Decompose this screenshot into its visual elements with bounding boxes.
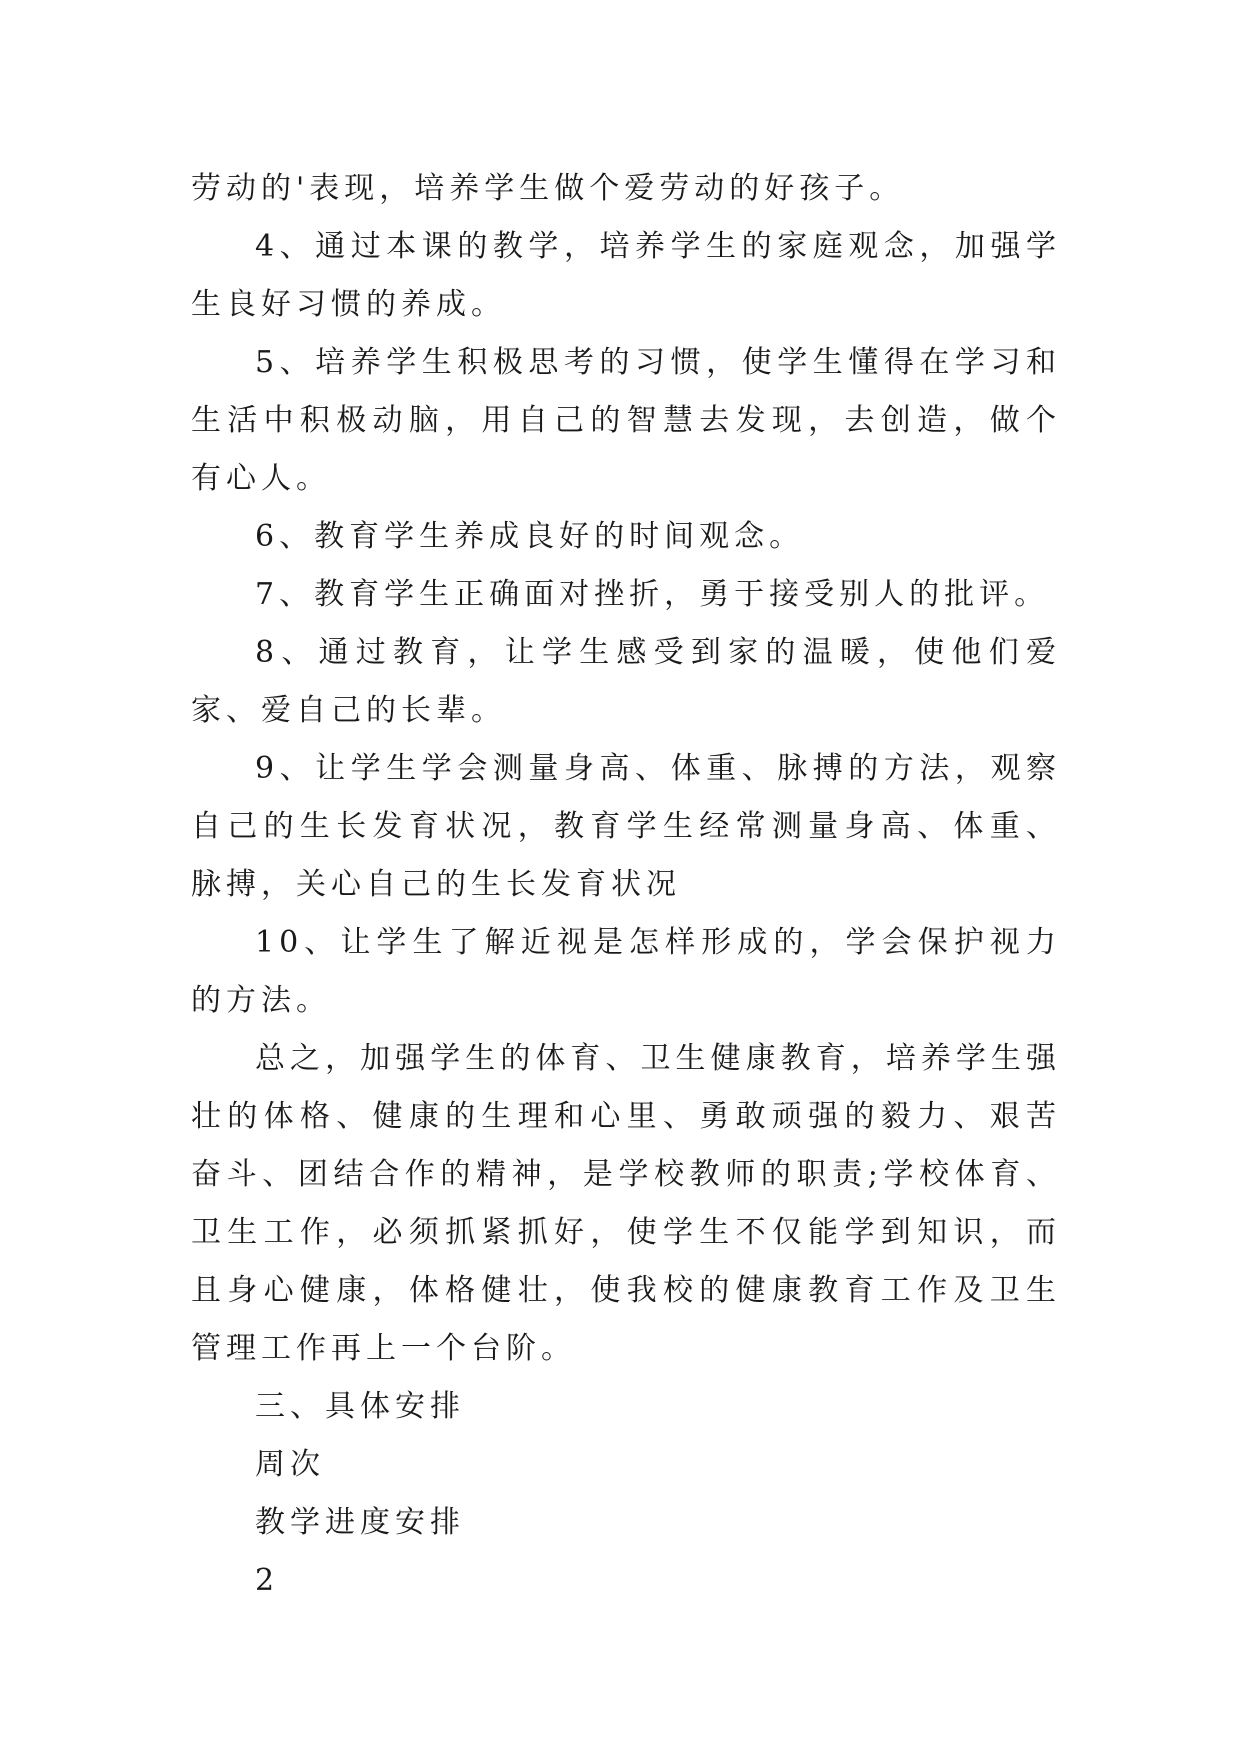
paragraph-labor-continuation: 劳动的'表现，培养学生做个爱劳动的好孩子。 <box>191 171 905 206</box>
table-header-week: 周次 <box>255 1447 325 1482</box>
paragraph-item-6: 6、教育学生养成良好的时间观念。 <box>255 519 805 554</box>
table-cell-week-number: 2 <box>255 1563 280 1598</box>
paragraph-item-9: 9、让学生学会测量身高、体重、脉搏的方法，观察自己的生长发育状况，教育学生经常测量身高、体重、脉搏，关心自己的生长发育状况 <box>191 751 1061 902</box>
paragraph-item-5: 5、培养学生积极思考的习惯，使学生懂得在学习和生活中积极动脑，用自己的智慧去发现，去创造，做个有心人。 <box>191 345 1061 496</box>
document-body <box>191 160 1061 1610</box>
paragraph-summary: 总之，加强学生的体育、卫生健康教育，培养学生强壮的体格、健康的生理和心里、勇敢顽强的毅力、艰苦奋斗、团结合作的精神，是学校教师的职责;学校体育、卫生工作，必须抓紧抓好，使学生不仅能学到知识，而且身心健康，体格健壮，使我校的健康教育工作及卫生管理工作再上一个台阶。 <box>191 1041 1061 1366</box>
section-heading-arrangement: 三、具体安排 <box>255 1389 465 1424</box>
paragraph-item-4: 4、通过本课的教学，培养学生的家庭观念，加强学生良好习惯的养成。 <box>191 229 1061 322</box>
paragraph-item-10: 10、让学生了解近视是怎样形成的，学会保护视力的方法。 <box>191 925 1061 1018</box>
paragraph-item-7: 7、教育学生正确面对挫折，勇于接受别人的批评。 <box>255 577 1050 612</box>
paragraph-item-8: 8、通过教育，让学生感受到家的温暖，使他们爱家、爱自己的长辈。 <box>191 635 1061 728</box>
table-header-schedule: 教学进度安排 <box>255 1505 465 1540</box>
